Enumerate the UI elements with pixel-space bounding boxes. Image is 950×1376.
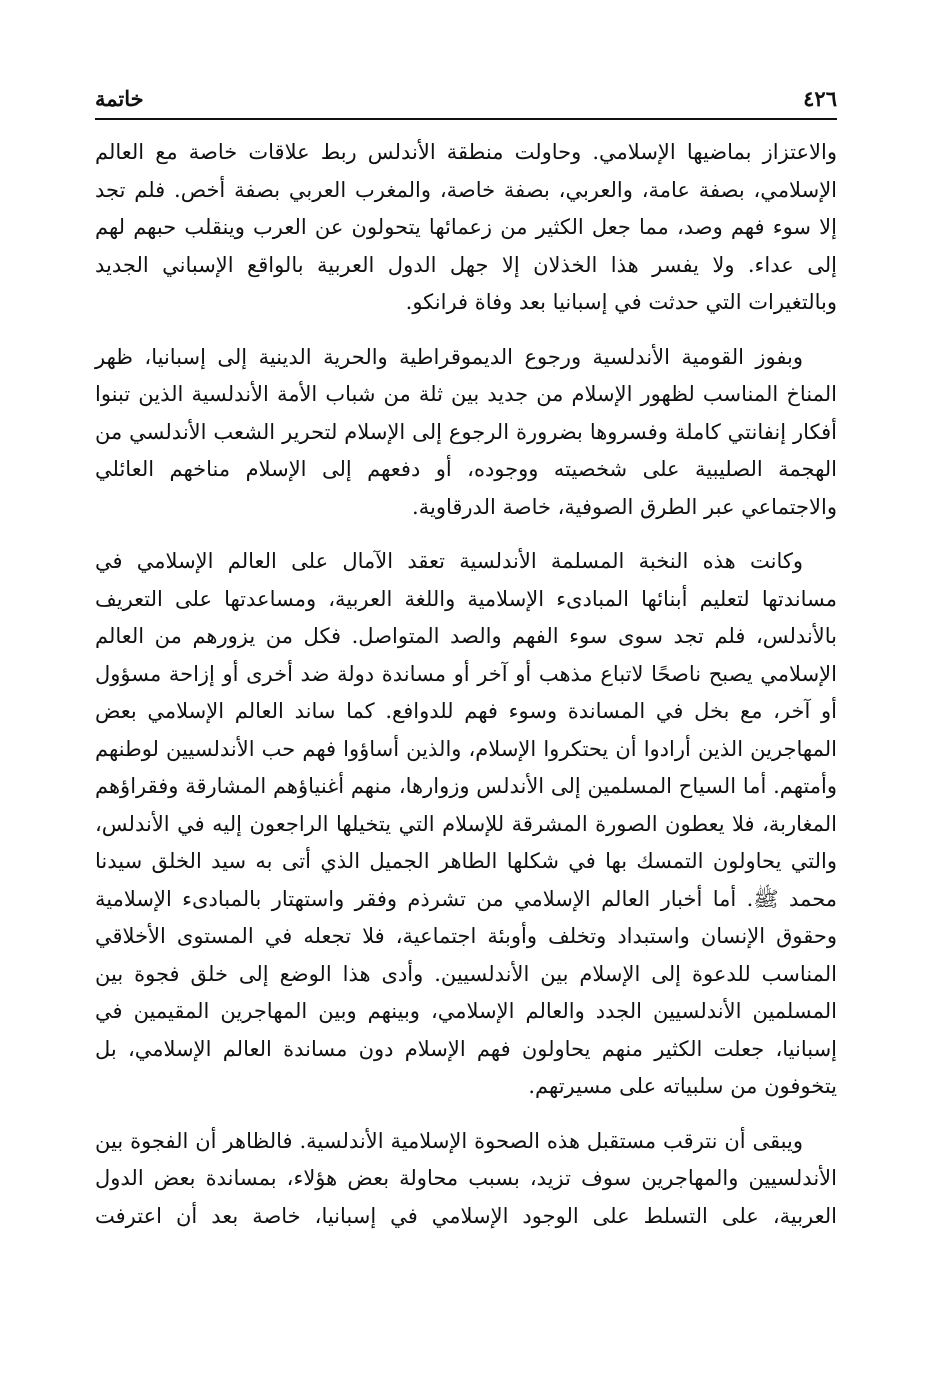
paragraph-1: والاعتزاز بماضيها الإسلامي. وحاولت منطقة الأندلس ربط علاقات خاصة مع العالم الإسلامي، بصفة عامة، والعربي، بصفة خاصة، والمغرب العربي بصفة أخص. فلم تجد إلا سوء فهم وصد، مما جعل الكثير من زعمائها يتحولون عن العرب وينقلب حبهم لهم إلى عداء. ولا يفسر هذا الخذلان إلا جهل الدول العربية بالواقع الإسباني الجديد وبالتغيرات التي حدثت في إسبانيا بعد وفاة فرانكو. <box>95 140 837 314</box>
paragraph-2: وبفوز القومية الأندلسية ورجوع الديموقراطية والحرية الدينية إلى إسبانيا، ظهر المناخ المناسب لظهور الإسلام من جديد بين ثلة من شباب الأمة الأندلسية الذين تبنوا أفكار إنفانتي كاملة وفسروها بضرورة الرجوع إلى الإسلام لتحرير الشعب الأندلسي من الهجمة الصليبية على شخصيته ووجوده، أو دفعهم إلى الإسلام مناخهم العائلي والاجتماعي عبر الطرق الصوفية، خاصة الدرقاوية. <box>95 344 837 519</box>
paragraph-3: وكانت هذه النخبة المسلمة الأندلسية تعقد الآمال على العالم الإسلامي في مساندتها لتعليم أبنائها المبادىء الإسلامية واللغة العربية، ومساعدتها على التعريف بالأندلس، فلم تجد سوى سوء الفهم والصد المتواصل. فكل من يزورهم من العالم الإسلامي يصبح ناصحًا لاتباع مذهب أو آخر أو مساندة دولة ضد أخرى أو إزاحة مسؤول أو آخر، مع بخل في المساندة وسوء فهم للدوافع. كما ساند العالم الإسلامي بعض المهاجرين الذين أرادوا أن يحتكروا الإسلام، والذين أساؤوا فهم حب الأندلسيين لوطنهم وأمتهم. أما السياح المسلمين إلى الأندلس وزوارها، منهم أغنياؤهم المشارقة وفقراؤهم المغاربة، فلا يعطون الصورة المشرقة للإسلام التي يتخيلها الراجعون إليه في الأندلس، والتي يحاولون التمسك بها في شكلها الطاهر الجميل الذي أتى به سيد الخلق سيدنا محمد ﷺ. أما أخبار العالم الإسلامي من تشرذم وفقر واستهتار بالمبادىء الإسلامية وحقوق الإنسان واستبداد وتخلف وأوبئة اجتماعية، فلا تجعله في المستوى الأخلاقي المناسب للدعوة إلى الإسلام بين الأندلسيين. وأدى هذا الوضع إلى خلق فجوة بين المسلمين الأندلسيين الجدد والعالم الإسلامي، وبينهم وبين المهاجرين المقيمين في إسبانيا، جعلت الكثير منهم يحاولون فهم الإسلام دون مساندة العالم الإسلامي، بل يتخوفون من سلبياته على مسيرتهم. <box>95 549 837 1098</box>
book-page <box>95 80 837 1340</box>
running-title: خاتمة <box>95 86 144 111</box>
paragraph-4: ويبقى أن نترقب مستقبل هذه الصحوة الإسلامية الأندلسية. فالظاهر أن الفجوة بين الأندلسيين والمهاجرين سوف تزيد، بسبب محاولة بعض هؤلاء، بمساندة بعض الدول العربية، على التسلط على الوجود الإسلامي في إسبانيا، خاصة بعد أن اعترفت <box>95 1128 837 1228</box>
page-number: ٤٢٦ <box>803 86 837 111</box>
page-header <box>95 80 837 120</box>
body-text <box>95 134 837 1235</box>
